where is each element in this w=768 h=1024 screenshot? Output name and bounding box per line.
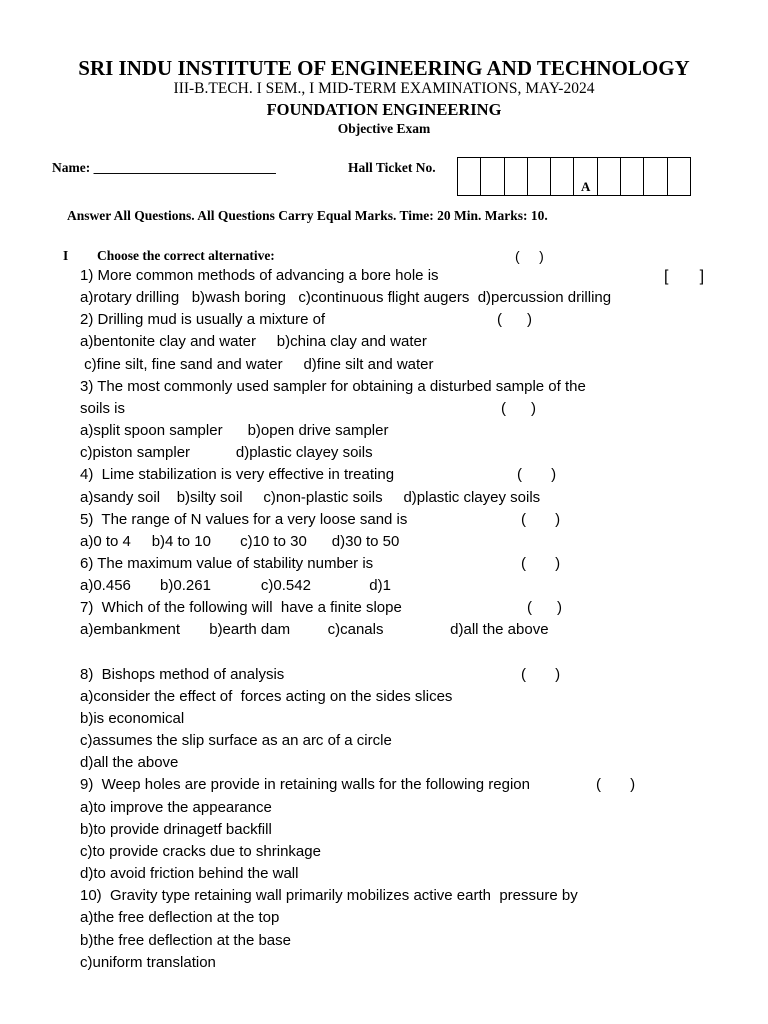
question-line: a)split spoon sampler b)open drive sampler <box>80 422 389 440</box>
question-line: a)to improve the appearance <box>80 798 272 816</box>
section-heading-paren: ( ) <box>515 248 544 264</box>
question-line: d)all the above <box>80 754 179 772</box>
question-line: b)the free deflection at the base <box>80 931 291 949</box>
ticket-box[interactable] <box>458 158 481 196</box>
question-line: 3) The most commonly used sampler for obtaining a disturbed sample of the <box>80 377 586 395</box>
ticket-box[interactable] <box>481 158 504 196</box>
instructions: Answer All Questions. All Questions Carry Equal Marks. Time: 20 Min. Marks: 10. <box>67 208 548 223</box>
question-line: 10) Gravity type retaining wall primarily mobilizes active earth pressure by <box>80 887 578 905</box>
answer-paren[interactable]: ( ) <box>501 399 536 417</box>
ticket-box[interactable]: A <box>574 158 597 196</box>
question-line: c)fine silt, fine sand and water d)fine silt and water <box>80 355 434 373</box>
question-line: a)rotary drilling b)wash boring c)continuous flight augers d)percussion drilling <box>80 289 612 307</box>
question-line: 8) Bishops method of analysis <box>80 665 285 683</box>
subject-title: FOUNDATION ENGINEERING <box>266 100 502 119</box>
answer-paren[interactable]: ( ) <box>497 311 532 329</box>
question-line: 7) Which of the following will have a finite slope <box>80 599 402 617</box>
question-line: a)embankment b)earth dam c)canals d)all the above <box>80 621 549 639</box>
question-line: a)the free deflection at the top <box>80 909 280 927</box>
question-line: b)to provide drinagetf backfill <box>80 820 272 838</box>
answer-paren[interactable]: ( ) <box>527 599 562 617</box>
question-line: 5) The range of N values for a very loose sand is <box>80 510 408 528</box>
question-line: a)sandy soil b)silty soil c)non-plastic soils d)plastic clayey soils <box>80 488 541 506</box>
answer-paren[interactable]: ( ) <box>521 510 561 528</box>
question-line: c)uniform translation <box>80 953 216 971</box>
question-line: c)to provide cracks due to shrinkage <box>80 842 321 860</box>
answer-paren[interactable]: ( ) <box>521 665 561 683</box>
ticket-box[interactable] <box>644 158 667 196</box>
question-line: c)assumes the slip surface as an arc of a circle <box>80 732 392 750</box>
ticket-box[interactable] <box>527 158 550 196</box>
ticket-box[interactable] <box>551 158 574 196</box>
hall-ticket-boxes[interactable] <box>457 157 691 196</box>
question-line: a)0.456 b)0.261 c)0.542 d)1 <box>80 577 391 595</box>
name-field-label[interactable]: Name: ___________________________ <box>52 160 276 175</box>
question-line: soils is <box>80 399 126 417</box>
question-line: 6) The maximum value of stability number is <box>80 554 374 572</box>
question-line: 2) Drilling mud is usually a mixture of <box>80 311 326 329</box>
answer-paren[interactable]: ( ) <box>596 776 636 794</box>
answer-paren[interactable]: ( ) <box>521 554 561 572</box>
exam-subtitle: III-B.TECH. I SEM., I MID-TERM EXAMINATIONS, MAY-2024 <box>173 80 595 97</box>
answer-paren[interactable]: ( ) <box>517 466 557 484</box>
question-line: c)piston sampler d)plastic clayey soils <box>80 444 373 462</box>
question-line: a)bentonite clay and water b)china clay and water <box>80 333 427 351</box>
question-line: a)consider the effect of forces acting on the sides slices <box>80 687 453 705</box>
ticket-box[interactable] <box>621 158 644 196</box>
ticket-box[interactable] <box>504 158 527 196</box>
hall-ticket-label: Hall Ticket No. <box>348 160 436 175</box>
question-line: b)is economical <box>80 710 185 727</box>
section-number: I <box>63 248 69 263</box>
ticket-box[interactable] <box>597 158 620 196</box>
institute-title: SRI INDU INSTITUTE OF ENGINEERING AND TECHNOLOGY <box>78 56 690 80</box>
ticket-box[interactable] <box>667 158 690 196</box>
answer-bracket: [ ] <box>664 268 705 285</box>
exam-type: Objective Exam <box>337 121 431 136</box>
question-line: 1) More common methods of advancing a bore hole is <box>80 267 439 284</box>
question-line: d)to avoid friction behind the wall <box>80 865 299 883</box>
question-line: a)0 to 4 b)4 to 10 c)10 to 30 d)30 to 50 <box>80 532 400 550</box>
question-line: 4) Lime stabilization is very effective in treating <box>80 466 395 484</box>
question-line: 9) Weep holes are provide in retaining walls for the following region <box>80 776 530 794</box>
section-heading: Choose the correct alternative: <box>97 248 275 263</box>
